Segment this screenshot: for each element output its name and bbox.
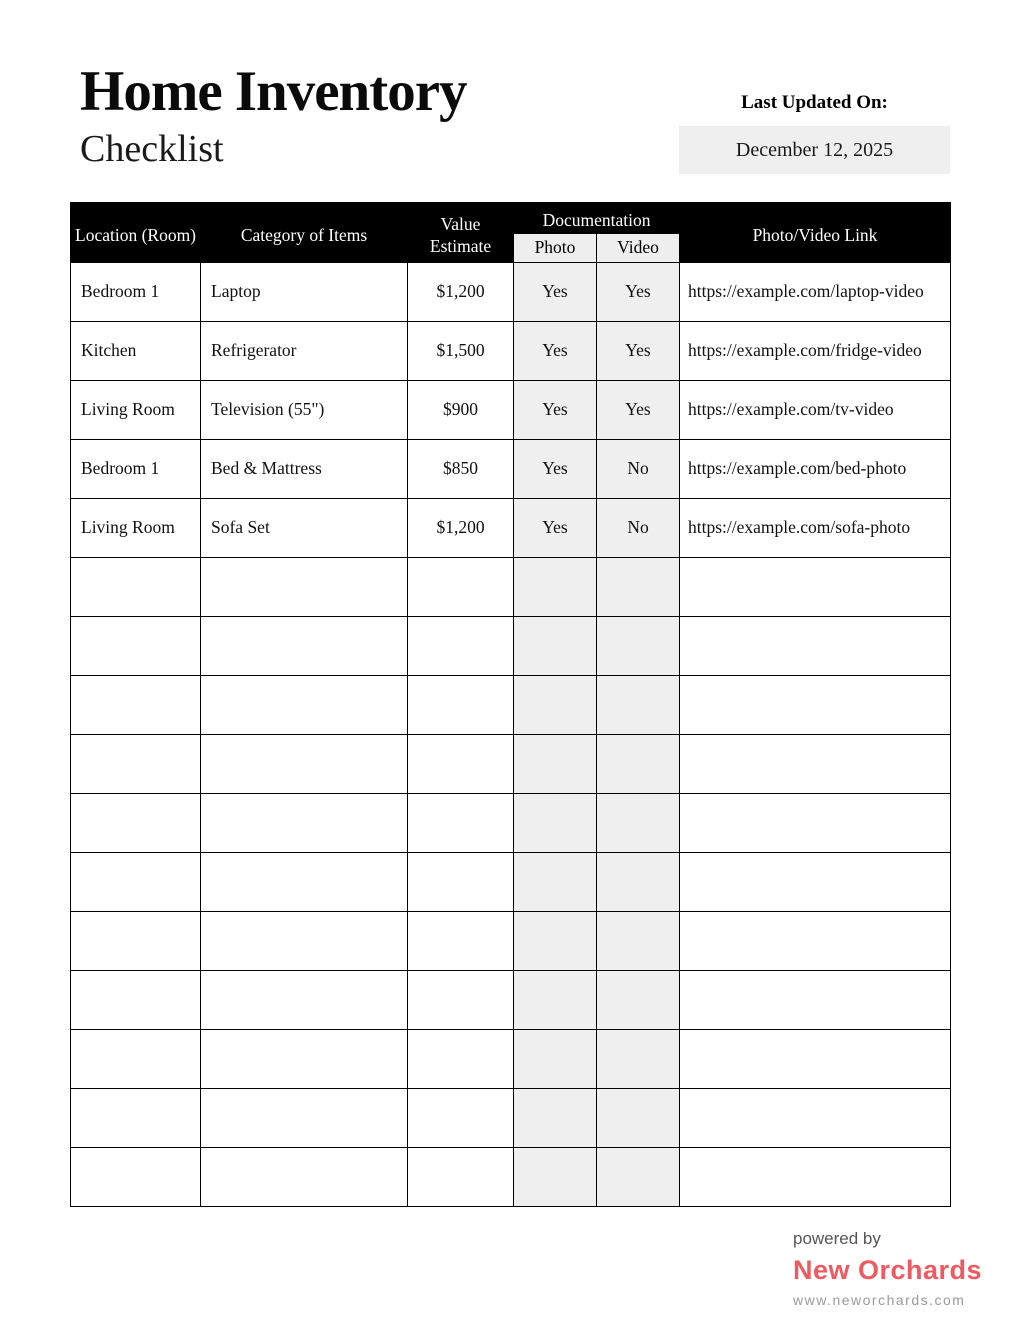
cell-location — [71, 971, 201, 1030]
cell-category: Refrigerator — [201, 322, 408, 381]
cell-category — [201, 1030, 408, 1089]
empty-table-row — [71, 1089, 951, 1148]
cell-location: Bedroom 1 — [71, 440, 201, 499]
table-row — [71, 440, 951, 499]
powered-by-label: powered by — [793, 1229, 881, 1248]
empty-table-row — [71, 1148, 951, 1207]
cell-video — [597, 1148, 680, 1207]
empty-table-row — [71, 794, 951, 853]
cell-location — [71, 912, 201, 971]
cell-link — [680, 1030, 951, 1089]
page-title: Home Inventory — [80, 60, 467, 123]
cell-location — [71, 1089, 201, 1148]
column-header-category: Category of Items — [201, 203, 408, 263]
cell-video: Yes — [597, 381, 680, 440]
document-header — [0, 0, 1020, 174]
cell-photo — [514, 676, 597, 735]
cell-category — [201, 971, 408, 1030]
cell-category: Sofa Set — [201, 499, 408, 558]
cell-photo: Yes — [514, 381, 597, 440]
cell-category: Bed & Mattress — [201, 440, 408, 499]
cell-category — [201, 1148, 408, 1207]
cell-video — [597, 1030, 680, 1089]
cell-link[interactable]: https://example.com/sofa-photo — [680, 499, 951, 558]
empty-table-row — [71, 676, 951, 735]
cell-category — [201, 912, 408, 971]
footer-branding — [793, 1229, 982, 1308]
cell-value: $1,200 — [408, 499, 514, 558]
cell-value — [408, 794, 514, 853]
empty-table-row — [71, 1030, 951, 1089]
cell-value — [408, 676, 514, 735]
cell-photo — [514, 853, 597, 912]
cell-value: $850 — [408, 440, 514, 499]
inventory-table — [70, 202, 951, 1207]
cell-photo — [514, 794, 597, 853]
last-updated-date-field[interactable]: December 12, 2025 — [679, 126, 950, 174]
cell-location: Living Room — [71, 381, 201, 440]
cell-video — [597, 735, 680, 794]
last-updated-block — [679, 92, 950, 174]
cell-location — [71, 617, 201, 676]
cell-location — [71, 1030, 201, 1089]
cell-video: No — [597, 499, 680, 558]
cell-link — [680, 617, 951, 676]
cell-value — [408, 735, 514, 794]
cell-video — [597, 853, 680, 912]
column-header-video: Video — [597, 234, 680, 263]
column-header-link: Photo/Video Link — [680, 203, 951, 263]
table-row — [71, 499, 951, 558]
column-header-documentation: Documentation — [514, 203, 680, 234]
cell-link — [680, 853, 951, 912]
cell-category — [201, 794, 408, 853]
cell-value: $900 — [408, 381, 514, 440]
cell-value — [408, 1089, 514, 1148]
cell-category — [201, 1089, 408, 1148]
cell-photo: Yes — [514, 263, 597, 322]
cell-value: $1,200 — [408, 263, 514, 322]
cell-link — [680, 735, 951, 794]
cell-category — [201, 853, 408, 912]
empty-table-row — [71, 971, 951, 1030]
cell-location — [71, 558, 201, 617]
cell-link — [680, 912, 951, 971]
cell-video — [597, 794, 680, 853]
cell-location — [71, 853, 201, 912]
column-header-value: Value Estimate — [408, 203, 514, 263]
cell-photo — [514, 971, 597, 1030]
cell-video: Yes — [597, 322, 680, 381]
brand-website: www.neworchards.com — [793, 1292, 966, 1308]
cell-category: Laptop — [201, 263, 408, 322]
empty-table-row — [71, 912, 951, 971]
cell-value — [408, 617, 514, 676]
cell-link[interactable]: https://example.com/bed-photo — [680, 440, 951, 499]
cell-video: No — [597, 440, 680, 499]
table-row — [71, 263, 951, 322]
cell-photo: Yes — [514, 322, 597, 381]
cell-value — [408, 558, 514, 617]
cell-video — [597, 971, 680, 1030]
cell-photo — [514, 735, 597, 794]
cell-photo — [514, 558, 597, 617]
title-block — [80, 62, 467, 170]
cell-link — [680, 1089, 951, 1148]
table-row — [71, 322, 951, 381]
table-row — [71, 381, 951, 440]
cell-location: Living Room — [71, 499, 201, 558]
cell-photo — [514, 912, 597, 971]
empty-table-row — [71, 735, 951, 794]
cell-category — [201, 735, 408, 794]
empty-table-row — [71, 853, 951, 912]
cell-photo — [514, 1148, 597, 1207]
cell-link — [680, 794, 951, 853]
cell-video — [597, 1089, 680, 1148]
cell-photo — [514, 617, 597, 676]
page-subtitle: Checklist — [80, 127, 224, 170]
cell-video — [597, 912, 680, 971]
cell-link[interactable]: https://example.com/fridge-video — [680, 322, 951, 381]
cell-value — [408, 912, 514, 971]
cell-value: $1,500 — [408, 322, 514, 381]
cell-location — [71, 794, 201, 853]
empty-table-row — [71, 617, 951, 676]
cell-link[interactable]: https://example.com/laptop-video — [680, 263, 951, 322]
cell-video — [597, 558, 680, 617]
cell-value — [408, 853, 514, 912]
cell-category — [201, 617, 408, 676]
cell-photo: Yes — [514, 440, 597, 499]
cell-value — [408, 1148, 514, 1207]
cell-location: Bedroom 1 — [71, 263, 201, 322]
brand-logo: New Orchards — [793, 1255, 983, 1285]
cell-photo — [514, 1030, 597, 1089]
cell-location: Kitchen — [71, 322, 201, 381]
cell-location — [71, 1148, 201, 1207]
inventory-table-header — [71, 203, 951, 263]
cell-location — [71, 676, 201, 735]
cell-video — [597, 617, 680, 676]
empty-table-row — [71, 558, 951, 617]
column-header-location: Location (Room) — [71, 203, 201, 263]
cell-location — [71, 735, 201, 794]
cell-link — [680, 971, 951, 1030]
cell-link[interactable]: https://example.com/tv-video — [680, 381, 951, 440]
cell-category — [201, 676, 408, 735]
cell-category: Television (55") — [201, 381, 408, 440]
cell-photo — [514, 1089, 597, 1148]
inventory-table-body — [71, 263, 951, 1207]
cell-value — [408, 971, 514, 1030]
cell-link — [680, 1148, 951, 1207]
cell-photo: Yes — [514, 499, 597, 558]
cell-link — [680, 558, 951, 617]
last-updated-label: Last Updated On: — [741, 92, 888, 113]
cell-category — [201, 558, 408, 617]
cell-video — [597, 676, 680, 735]
column-header-photo: Photo — [514, 234, 597, 263]
cell-link — [680, 676, 951, 735]
cell-value — [408, 1030, 514, 1089]
cell-video: Yes — [597, 263, 680, 322]
